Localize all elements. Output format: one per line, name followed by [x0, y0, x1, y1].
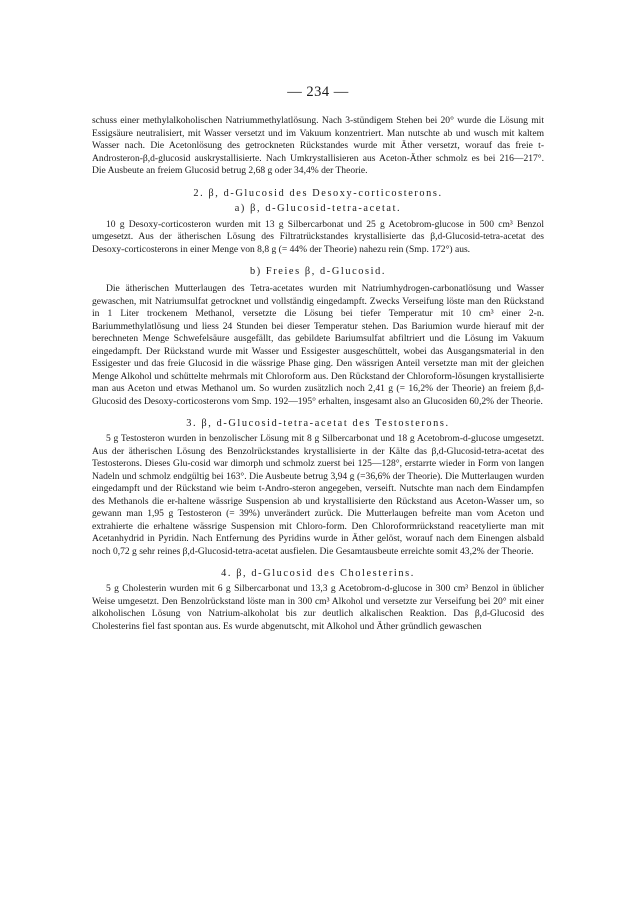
subsection-heading-2b: b) Freies β, d-Glucosid. [249, 266, 386, 277]
subsection-heading-2a: a) β, d-Glucosid-tetra-acetat. [234, 202, 402, 214]
section-heading-2: 2. β, d-Glucosid des Desoxy-corticosterons. [193, 187, 443, 199]
paragraph-intro: schuss einer methylalkoholischen Natriummethylatlösung. Nach 3-stündigem Stehen bei 20° wurde die Lösung mit Essigsäure neutralisiert, mit Wasser versetzt und im Vakuum konzentriert. Man nutschte ab und wusch mit kaltem Wasser nach. Die Acetonlösung des getrockneten Rückstandes wurde mit Äther versetzt, worauf das freie t-Androsteron-β,d-glucosid auskrystallisierte. Nach Umkrystallisieren aus Aceton-Äther schmolz es bei 216—217°. Die Ausbeute an freiem Glucosid betrug 2,68 g oder 34,4% der Theorie. [92, 115, 544, 176]
paragraph-2b: Die ätherischen Mutterlaugen des Tetra-acetates wurden mit Natriumhydrogen-carbonatlösung und Wasser gewaschen, mit Natriumsulfat getrocknet und vollständig eingedampft. Zwecks Verseifung löste man den Rückstand in 1 Liter trockenem Methanol, versetzte die Lösung bei tiefer Temperatur mit 10 cm³ einer 2-n. Bariummethylatlösung und liess 24 Stunden bei dieser Temperatur stehen. Das Bariumion wurde hierauf mit der berechneten Menge Schwefelsäure ausgefällt, das gebildete Bariumsulfat abfiltriert und die Lösung im Vakuum eingedampft. Der Rückstand wurde mit Wasser und Essigester ausgeschüttelt, wobei das Ausgangsmaterial in den Essigester und das freie Glucosid in die wässrige Phase ging. Den wässrigen Anteil versetzte man mit der gleichen Menge Alkohol und schüttelte mehrmals mit Chloroform aus. Den Rückstand der Chloroform-lösungen krystallisierte man aus Aceton und etwas Methanol um. So wurden zusätzlich noch 2,41 g (= 16,2% der Theorie) an freiem β,d-Glucosid des Desoxy-corticosterons vom Smp. 192—195° erhalten, insgesamt also an Glucosiden 60,2% der Theorie. [92, 283, 544, 407]
paragraph-2a: 10 g Desoxy-corticosteron wurden mit 13 g Silbercarbonat und 25 g Acetobrom-glucose in 500 cm³ Benzol umgesetzt. Aus der ätherischen Lösung des Filtratrückstandes krystallisierte das β,d-Glucosid-tetra-acetat des Desoxy-corticosterons in einer Menge von 8,8 g (= 44% der Theorie) nahezu rein (Smp. 172°) aus. [92, 218, 544, 255]
paragraph-4: 5 g Cholesterin wurden mit 6 g Silbercarbonat und 13,3 g Acetobrom-d-glucose in 300 cm³ Benzol in üblicher Weise umgesetzt. Den Benzolrückstand löste man in 300 cm³ Alkohol und versetzte zur Verseifung bei 20° mit einer alkoholischen Lösung von Natrium-alkoholat bis zur deutlich alkalischen Reaktion. Das β,d-Glucosid des Cholesterins fiel fast spontan aus. Es wurde abgenutscht, mit Alkohol und Äther gründlich gewaschen [92, 583, 544, 632]
document-page [92, 84, 544, 633]
section-heading-4: 4. β, d-Glucosid des Cholesterins. [221, 568, 415, 579]
paragraph-3: 5 g Testosteron wurden in benzolischer Lösung mit 8 g Silbercarbonat und 18 g Acetobrom-d-glucose umgesetzt. Aus der ätherischen Lösung des Benzolrückstandes krystallisierte in der Kälte das β,d-Glucosid-tetra-acetat des Testosterons. Dieses Glu-cosid war dimorph und schmolz zuerst bei 125—128°, erstarrte wieder in Form von langen Nadeln und schmolz endgültig bei 163°. Die Ausbeute betrug 3,94 g (=36,6% der Theorie). Die Mutterlaugen wurden eingedampft und der Rückstand wie beim t-Andro-steron angegeben, verseift. Nutschte man nach dem Eindampfen des Methanols die er-haltene wässrige Suspension ab und krystallisierte den Rückstand aus Aceton-Wasser um, so gewann man 1,95 g Testosteron (= 39%) unverändert zurück. Die Mutterlaugen befreite man vom Aceton und extrahierte die erhaltene wässrige Suspension mit Chloro-form. Den Chloroformrückstand reacetylierte man mit Acetanhydrid in Pyridin. Nach Entfernung des Pyridins wurde in Äther gelöst, worauf nach dem Einengen alsbald noch 0,72 g sehr reines β,d-Glucosid-tetra-acetat ausfielen. Die Gesamtausbeute erreichte somit 43,2% der Theorie. [92, 433, 544, 557]
section-heading-3: 3. β, d-Glucosid-tetra-acetat des Testosterons. [186, 418, 450, 429]
page-number: — 234 — [287, 84, 349, 100]
